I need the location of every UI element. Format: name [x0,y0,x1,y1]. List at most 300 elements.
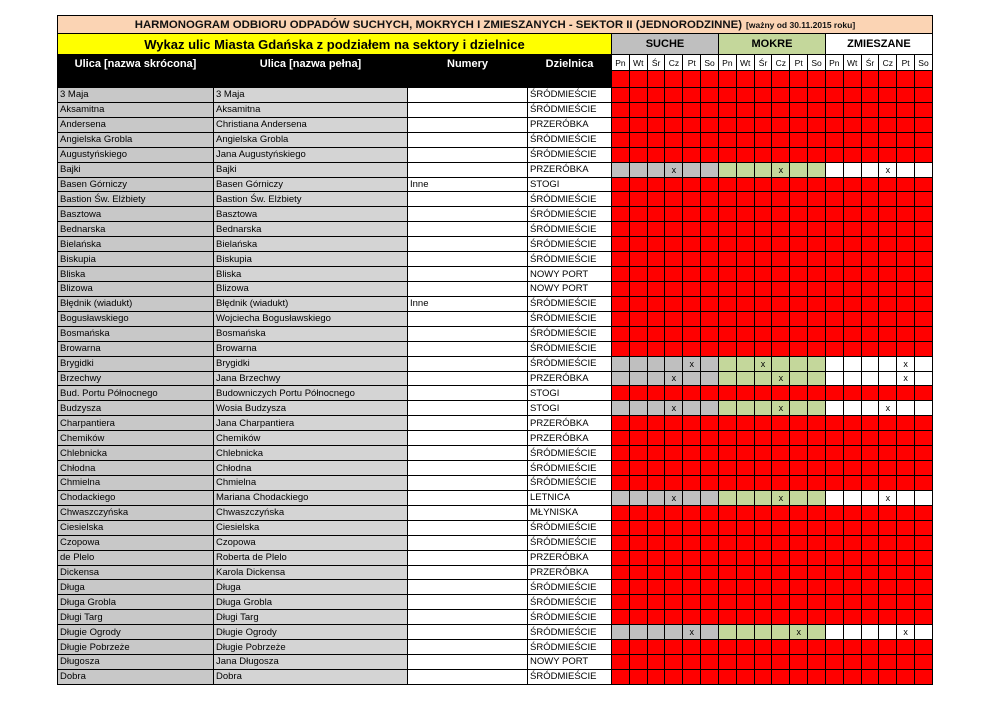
street-full-name: Chlebnicka [214,446,408,461]
schedule-cell-zmieszane [826,192,844,207]
street-full-name: Angielska Grobla [214,133,408,148]
schedule-cell-zmieszane [897,610,915,625]
schedule-cell-zmieszane [879,416,897,431]
schedule-cell-mokre [790,536,808,551]
schedule-cell-zmieszane [844,282,862,297]
schedule-cell-suche [701,312,719,327]
schedule-cell-suche [648,297,666,312]
schedule-cell-mokre [719,163,737,178]
schedule-cell-suche [683,595,701,610]
schedule-cell-suche [701,491,719,506]
schedule-cell-zmieszane [915,88,933,103]
schedule-cell-suche [683,491,701,506]
street-full-name: Długa [214,580,408,595]
column-header-numbers: Numery [408,55,528,88]
schedule-cell-suche [683,461,701,476]
schedule-cell-suche [648,566,666,581]
schedule-cell-suche [701,566,719,581]
schedule-cell-mokre [719,536,737,551]
schedule-cell-suche: x [665,163,683,178]
schedule-cell-suche [701,655,719,670]
schedule-cell-suche [665,282,683,297]
street-numbers [408,252,528,267]
schedule-cell-mokre [772,133,790,148]
title-main: HARMONOGRAM ODBIORU ODPADÓW SUCHYCH, MOKRYCH I ZMIESZANYCH - SEKTOR II (JEDNORODZINNE) [134,18,743,31]
schedule-cell-suche [665,595,683,610]
schedule-cell-mokre [719,551,737,566]
schedule-cell-zmieszane [897,133,915,148]
schedule-header-cell [701,71,719,88]
schedule-cell-suche [683,207,701,222]
schedule-cell-zmieszane [879,118,897,133]
street-full-name: Christiana Andersena [214,118,408,133]
schedule-cell-mokre [737,521,755,536]
street-district: ŚRÓDMIEŚCIE [528,312,612,327]
schedule-cell-mokre [772,148,790,163]
street-full-name: Bajki [214,163,408,178]
schedule-cell-mokre: x [755,357,773,372]
schedule-cell-mokre [755,237,773,252]
schedule-cell-suche [665,207,683,222]
schedule-cell-zmieszane [879,282,897,297]
schedule-cell-zmieszane [862,521,880,536]
schedule-cell-zmieszane [879,222,897,237]
schedule-cell-mokre [790,655,808,670]
schedule-cell-suche [612,342,630,357]
schedule-cell-mokre [790,237,808,252]
schedule-cell-suche [648,312,666,327]
schedule-cell-mokre [790,312,808,327]
schedule-cell-suche [701,640,719,655]
street-district: PRZERÓBKA [528,118,612,133]
schedule-cell-zmieszane [915,207,933,222]
schedule-cell-mokre [737,670,755,685]
schedule-cell-zmieszane [897,580,915,595]
schedule-cell-suche [648,386,666,401]
schedule-cell-zmieszane [862,178,880,193]
schedule-cell-mokre [772,237,790,252]
schedule-cell-suche: x [683,625,701,640]
day-label-suche: Pn [612,55,630,71]
schedule-cell-suche [665,551,683,566]
street-numbers [408,148,528,163]
schedule-cell-zmieszane [826,446,844,461]
day-label-zmieszane: So [915,55,933,71]
schedule-cell-mokre [755,252,773,267]
schedule-cell-mokre: x [772,491,790,506]
day-label-zmieszane: Wt [844,55,862,71]
schedule-cell-mokre [755,521,773,536]
schedule-cell-zmieszane [826,580,844,595]
schedule-cell-suche [612,237,630,252]
schedule-cell-mokre [737,178,755,193]
schedule-cell-mokre [737,640,755,655]
schedule-cell-suche [612,416,630,431]
street-short-name: Basen Górniczy [58,178,214,193]
schedule-cell-mokre [719,178,737,193]
schedule-cell-zmieszane [862,342,880,357]
schedule-cell-zmieszane [826,178,844,193]
schedule-cell-suche [665,610,683,625]
schedule-cell-zmieszane [897,237,915,252]
schedule-cell-suche [612,252,630,267]
schedule-cell-zmieszane [879,237,897,252]
schedule-cell-zmieszane [844,610,862,625]
schedule-cell-zmieszane [897,178,915,193]
schedule-cell-mokre [808,536,826,551]
schedule-cell-suche [630,610,648,625]
schedule-cell-suche [665,476,683,491]
schedule-cell-zmieszane [826,551,844,566]
schedule-cell-suche [683,222,701,237]
schedule-cell-mokre [737,476,755,491]
street-district: NOWY PORT [528,655,612,670]
schedule-cell-zmieszane [879,461,897,476]
schedule-cell-zmieszane [915,312,933,327]
schedule-cell-zmieszane [844,580,862,595]
schedule-cell-zmieszane [915,342,933,357]
schedule-cell-suche [683,640,701,655]
schedule-cell-suche [701,610,719,625]
schedule-cell-suche [683,566,701,581]
schedule-cell-suche [701,237,719,252]
street-short-name: Ciesielska [58,521,214,536]
schedule-cell-suche [648,580,666,595]
schedule-cell-suche [648,148,666,163]
schedule-cell-mokre [790,342,808,357]
schedule-cell-zmieszane [826,148,844,163]
schedule-cell-mokre [755,178,773,193]
schedule-cell-suche [630,312,648,327]
schedule-cell-mokre [772,640,790,655]
schedule-cell-zmieszane [897,342,915,357]
schedule-cell-mokre [719,640,737,655]
schedule-cell-suche [683,536,701,551]
schedule-cell-mokre [719,148,737,163]
schedule-cell-suche [648,491,666,506]
schedule-cell-zmieszane [862,566,880,581]
schedule-cell-suche [683,476,701,491]
schedule-cell-zmieszane [862,103,880,118]
schedule-cell-zmieszane [844,312,862,327]
schedule-cell-mokre [719,267,737,282]
schedule-cell-suche [683,297,701,312]
street-district: ŚRÓDMIEŚCIE [528,446,612,461]
schedule-cell-zmieszane [826,207,844,222]
schedule-cell-zmieszane [897,192,915,207]
schedule-cell-mokre [808,625,826,640]
street-short-name: Charpantiera [58,416,214,431]
street-full-name: Chłodna [214,461,408,476]
street-numbers [408,386,528,401]
schedule-cell-suche [648,625,666,640]
schedule-cell-mokre [719,401,737,416]
street-full-name: Roberta de Plelo [214,551,408,566]
schedule-cell-mokre [790,297,808,312]
schedule-cell-zmieszane [826,595,844,610]
schedule-cell-zmieszane [915,267,933,282]
schedule-cell-zmieszane [826,88,844,103]
schedule-cell-mokre [772,476,790,491]
schedule-cell-zmieszane [862,297,880,312]
schedule-cell-suche [612,192,630,207]
schedule-cell-suche [612,207,630,222]
schedule-cell-zmieszane [897,655,915,670]
schedule-cell-zmieszane [897,88,915,103]
schedule-cell-zmieszane [915,610,933,625]
schedule-cell-mokre [772,118,790,133]
schedule-cell-zmieszane [915,476,933,491]
street-district: STOGI [528,401,612,416]
schedule-cell-suche [665,416,683,431]
schedule-cell-mokre: x [772,372,790,387]
schedule-cell-zmieszane [826,133,844,148]
schedule-cell-zmieszane [826,312,844,327]
street-full-name: Długa Grobla [214,595,408,610]
schedule-cell-mokre [808,133,826,148]
street-short-name: Bliska [58,267,214,282]
schedule-cell-mokre [790,595,808,610]
schedule-cell-zmieszane [826,416,844,431]
schedule-cell-mokre [790,222,808,237]
street-short-name: Andersena [58,118,214,133]
street-short-name: Angielska Grobla [58,133,214,148]
schedule-cell-mokre [790,163,808,178]
street-short-name: Bastion Św. Elżbiety [58,192,214,207]
column-header-district: Dzielnica [528,55,612,88]
day-label-suche: Śr [648,55,666,71]
schedule-cell-suche [612,118,630,133]
schedule-cell-mokre [719,655,737,670]
schedule-cell-zmieszane [879,506,897,521]
schedule-cell-mokre [755,551,773,566]
schedule-cell-mokre [755,401,773,416]
schedule-cell-suche [683,192,701,207]
street-district: ŚRÓDMIEŚCIE [528,610,612,625]
schedule-cell-suche [665,88,683,103]
schedule-cell-suche [665,297,683,312]
schedule-cell-suche [648,88,666,103]
schedule-cell-mokre [808,655,826,670]
street-short-name: Augustyńskiego [58,148,214,163]
schedule-cell-zmieszane [915,148,933,163]
schedule-cell-mokre [719,446,737,461]
schedule-cell-suche [612,401,630,416]
schedule-cell-zmieszane [826,252,844,267]
schedule-cell-mokre [737,372,755,387]
day-label-mokre: Śr [755,55,773,71]
schedule-cell-mokre [790,192,808,207]
schedule-cell-suche [665,327,683,342]
schedule-cell-suche [630,267,648,282]
schedule-cell-suche [648,103,666,118]
schedule-cell-zmieszane [844,178,862,193]
schedule-cell-zmieszane [879,566,897,581]
schedule-cell-zmieszane [844,640,862,655]
schedule-cell-mokre [737,103,755,118]
street-district: ŚRÓDMIEŚCIE [528,192,612,207]
schedule-cell-suche [648,372,666,387]
schedule-cell-suche [630,640,648,655]
document-title [58,16,933,34]
street-numbers [408,401,528,416]
schedule-cell-suche [683,148,701,163]
street-district: PRZERÓBKA [528,551,612,566]
street-full-name: Bastion Św. Elżbiety [214,192,408,207]
schedule-cell-suche [630,566,648,581]
street-full-name: Błędnik (wiadukt) [214,297,408,312]
schedule-cell-suche [683,327,701,342]
schedule-cell-mokre [737,88,755,103]
schedule-cell-mokre [808,282,826,297]
schedule-cell-suche [665,655,683,670]
schedule-cell-mokre [772,655,790,670]
schedule-cell-mokre [719,88,737,103]
schedule-cell-zmieszane [844,506,862,521]
day-label-suche: Cz [665,55,683,71]
street-district: PRZERÓBKA [528,163,612,178]
schedule-cell-zmieszane [915,536,933,551]
schedule-cell-mokre [755,610,773,625]
schedule-cell-suche [701,446,719,461]
schedule-cell-suche [612,446,630,461]
day-label-suche: Wt [630,55,648,71]
street-district: PRZERÓBKA [528,566,612,581]
schedule-cell-zmieszane [826,372,844,387]
schedule-cell-zmieszane [844,521,862,536]
schedule-cell-suche [648,207,666,222]
schedule-cell-suche: x [665,401,683,416]
schedule-cell-zmieszane [862,580,880,595]
schedule-cell-mokre [772,386,790,401]
schedule-cell-suche [701,118,719,133]
schedule-cell-zmieszane [862,536,880,551]
column-header-short-name: Ulica [nazwa skrócona] [58,55,214,88]
schedule-cell-mokre [808,148,826,163]
schedule-cell-zmieszane [826,357,844,372]
schedule-cell-zmieszane [826,118,844,133]
street-numbers [408,118,528,133]
schedule-cell-zmieszane [879,610,897,625]
schedule-cell-mokre [755,566,773,581]
schedule-cell-suche [665,566,683,581]
schedule-cell-zmieszane [844,297,862,312]
schedule-cell-suche [630,118,648,133]
schedule-cell-mokre [772,327,790,342]
schedule-cell-suche [630,401,648,416]
schedule-cell-zmieszane [826,342,844,357]
schedule-cell-zmieszane [826,327,844,342]
schedule-cell-mokre [737,655,755,670]
schedule-cell-suche [683,282,701,297]
schedule-cell-zmieszane [844,342,862,357]
street-short-name: Długi Targ [58,610,214,625]
schedule-cell-suche [630,625,648,640]
schedule-cell-suche [701,192,719,207]
schedule-cell-zmieszane [879,267,897,282]
street-full-name: Bliska [214,267,408,282]
schedule-cell-mokre [719,192,737,207]
schedule-cell-zmieszane [844,446,862,461]
schedule-cell-suche [630,252,648,267]
schedule-cell-mokre [772,551,790,566]
schedule-cell-suche [612,566,630,581]
street-full-name: Browarna [214,342,408,357]
schedule-cell-suche [701,416,719,431]
schedule-cell-mokre [772,342,790,357]
schedule-cell-zmieszane [844,133,862,148]
street-numbers [408,103,528,118]
schedule-cell-suche [612,282,630,297]
schedule-cell-zmieszane [879,431,897,446]
schedule-header-cell [630,71,648,88]
schedule-cell-suche [701,327,719,342]
street-full-name: Czopowa [214,536,408,551]
schedule-header-cell [648,71,666,88]
schedule-cell-mokre [755,670,773,685]
schedule-cell-zmieszane [844,357,862,372]
schedule-cell-suche [701,357,719,372]
schedule-cell-zmieszane [897,491,915,506]
schedule-cell-zmieszane [844,551,862,566]
schedule-cell-mokre [808,431,826,446]
schedule-cell-zmieszane [915,670,933,685]
day-label-zmieszane: Pt [897,55,915,71]
schedule-cell-suche [630,551,648,566]
schedule-cell-zmieszane [879,625,897,640]
schedule-cell-mokre [772,446,790,461]
schedule-cell-zmieszane: x [897,357,915,372]
schedule-cell-suche [648,267,666,282]
schedule-cell-suche [648,551,666,566]
schedule-cell-suche [665,103,683,118]
schedule-cell-zmieszane [844,566,862,581]
schedule-cell-suche [701,431,719,446]
schedule-cell-suche [648,163,666,178]
schedule-cell-zmieszane [915,551,933,566]
street-short-name: Długosza [58,655,214,670]
schedule-cell-mokre [737,506,755,521]
schedule-cell-mokre [808,446,826,461]
street-full-name: Karola Dickensa [214,566,408,581]
schedule-cell-zmieszane [879,670,897,685]
schedule-cell-zmieszane [862,625,880,640]
schedule-cell-suche [630,207,648,222]
schedule-cell-suche [665,357,683,372]
schedule-cell-suche [612,148,630,163]
schedule-cell-zmieszane [879,476,897,491]
schedule-cell-mokre [808,461,826,476]
street-short-name: de Plelo [58,551,214,566]
schedule-header-cell [665,71,683,88]
schedule-cell-suche [665,580,683,595]
schedule-cell-mokre [790,461,808,476]
street-full-name: Jana Brzechwy [214,372,408,387]
schedule-cell-mokre [808,237,826,252]
schedule-cell-zmieszane [844,461,862,476]
schedule-cell-zmieszane [862,655,880,670]
schedule-cell-zmieszane [879,88,897,103]
schedule-cell-mokre [808,222,826,237]
schedule-cell-mokre [790,610,808,625]
schedule-cell-mokre [772,192,790,207]
schedule-cell-zmieszane [915,566,933,581]
schedule-cell-mokre [755,342,773,357]
schedule-cell-suche [665,625,683,640]
schedule-cell-zmieszane [844,372,862,387]
schedule-cell-zmieszane [844,267,862,282]
schedule-cell-suche [683,610,701,625]
